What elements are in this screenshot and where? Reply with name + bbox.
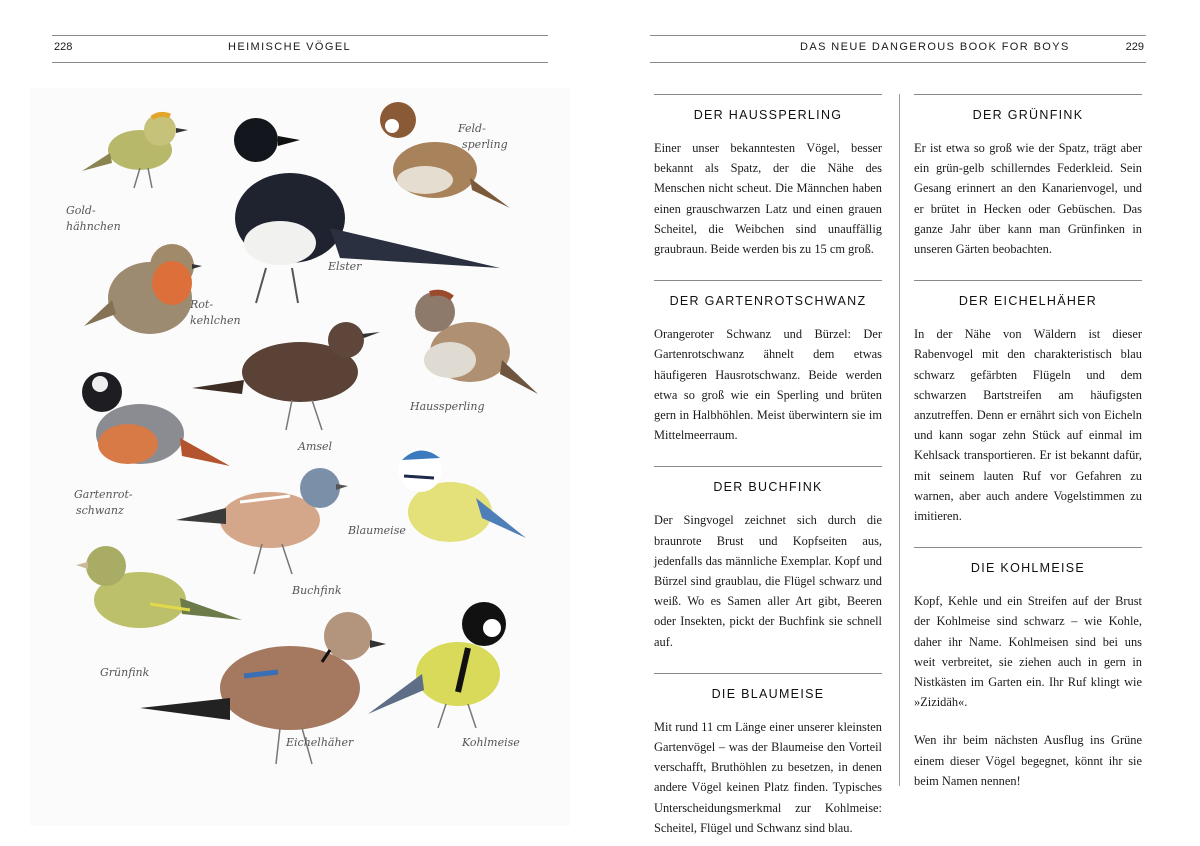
label-gartenrot: Gartenrot-: [74, 488, 133, 501]
section-haussperling: [654, 94, 882, 259]
label-eichelhaeher: Eichelhäher: [286, 736, 354, 749]
section-text: Er ist etwa so groß wie der Spatz, trägt aber ein grün-gelb schillerndes Federkleid. Sein Gesang erinnert an den Kanarienvogel, und er brütet in Hecken oder Gebüschen. Das ganze Jahr über kann man Grünfinken in unseren Gärten beobachten.: [914, 141, 1142, 257]
section-title: DER HAUSSPERLING: [693, 108, 843, 122]
robin-drawing: [84, 244, 202, 334]
section-text: In der Nähe von Wäldern ist dieser Rabenvogel mit den charakteristisch blau schwarz gefärbten Flügeln und dem schwarzen Bartstreifen am häufigsten anzutreffen. Denn er ernährt sich von Eicheln und kann sogar zehn Stück auf einmal im Kehlsack transportieren. Er ist bekannt dafür, mit seinem lauten Ruf vor Gefahren zu warnen, aber auch andere Vogelstimmen zu imitieren.: [914, 327, 1142, 524]
label-haehnchen: hähnchen: [66, 220, 121, 233]
label-kehlchen: kehlchen: [190, 314, 241, 327]
section-kohlmeise: [914, 547, 1142, 712]
label-kohlmeise: Kohlmeise: [462, 736, 520, 749]
section-blaumeise: [654, 673, 882, 838]
running-title-left: HEIMISCHE VÖGEL: [228, 41, 352, 53]
section-text: Mit rund 11 cm Länge einer unserer kleinsten Gartenvögel – was der Blaumeise den Vorteil verschafft, Bruthöhlen zu besetzen, in denen andere Vögel keinen Platz finden. Typisches Unterscheidungsmerkmal zur Kohlmeise: Scheitel, Flügel und Schwanz sind blau.: [654, 719, 882, 835]
section-eichelhaeher: [914, 280, 1142, 526]
section-title: DER GARTENROTSCHWANZ: [669, 294, 867, 309]
label-buchfink: Buchfink: [292, 584, 342, 597]
label-feld: Feld-: [458, 122, 486, 135]
section-text: Einer unser bekanntesten Vögel, besser bekannt als Spatz, der die Nähe des Menschen nicht scheut. Die Männchen haben einen grauschwarzen Latz und einen grauen Scheitel, die Weibchen sind unauffällig graubraun. Beide werden bis zu 15 cm groß.: [654, 141, 882, 257]
great-tit-drawing: [368, 602, 506, 728]
label-gruenfink: Grünfink: [100, 666, 150, 679]
blackbird-drawing: [192, 322, 380, 430]
section-title: DIE BLAUMEISE: [711, 686, 825, 701]
label-haussperling: Haussperling: [410, 400, 485, 413]
blue-tit-drawing: [398, 448, 526, 542]
text-column-right: [914, 94, 1142, 791]
label-blaumeise: Blaumeise: [348, 524, 406, 537]
label-gold: Gold-: [66, 204, 96, 217]
magpie-drawing: [234, 118, 500, 303]
section-title: DER GRÜNFINK: [972, 108, 1084, 122]
tree-sparrow-drawing: [380, 102, 510, 208]
label-schwanz: schwanz: [76, 504, 124, 517]
running-head-left: [52, 35, 548, 63]
label-rot: Rot-: [190, 298, 214, 311]
section-title: DIE KOHLMEISE: [970, 561, 1086, 576]
section-gruenfink: [914, 94, 1142, 259]
section-title: DER EICHELHÄHER: [958, 294, 1098, 309]
section-gartenrotschwanz: [654, 280, 882, 445]
page-number-right: 229: [1125, 41, 1144, 53]
section-text: Orangeroter Schwanz und Bürzel: Der Gartenrotschwanz ähnelt dem etwas häufigeren Hausrotschwanz. Beide werden etwa so groß wie ein Sperling und brüten gern in Halbhöhlen. Meist überwintern sie im Mittelmeerraum.: [654, 327, 882, 443]
greenfinch-drawing: [76, 546, 242, 628]
label-elster: Elster: [328, 260, 362, 273]
section-buchfink: [654, 466, 882, 651]
column-divider: [899, 94, 900, 786]
label-sperling: sperling: [462, 138, 508, 151]
running-head-right: [650, 35, 1146, 63]
section-text: Der Singvogel zeichnet sich durch die braunrote Brust und Kopfseiten aus, jedenfalls das männliche Exemplar. Kopf und Bürzel sind graublau, die Flügel schwarz und weiß. Wo es Samen aller Art gibt, Beeren oder Insekten, pickt der Buchfink sie schnell auf.: [654, 513, 882, 649]
label-amsel: Amsel: [298, 440, 333, 453]
house-sparrow-drawing: [415, 292, 538, 394]
text-column-left: [654, 94, 882, 838]
bird-illustration-art: [30, 88, 570, 826]
goldcrest-drawing: [82, 114, 188, 188]
section-title: DER BUCHFINK: [713, 480, 823, 495]
chaffinch-drawing: [176, 468, 348, 574]
running-title-right: DAS NEUE DANGEROUS BOOK FOR BOYS: [800, 41, 1070, 53]
section-text: Kopf, Kehle und ein Streifen auf der Brust der Kohlmeise sind schwarz – wie Kohle, daher ihr Name. Kohlmeisen sind bei uns weit verbreitet, sie ziehen auch in gern in Nistkästen im Garten ein. Ihr Ruf klingt wie »Zizidäh«.: [914, 594, 1142, 710]
page-number-left: 228: [54, 41, 73, 53]
closing-note: Wen ihr beim nächsten Ausflug ins Grüne einem dieser Vögel begegnet, könnt ihr sie beim Namen nennen!: [914, 733, 1142, 788]
right-page: [600, 0, 1200, 846]
bird-illustration: [30, 88, 570, 826]
